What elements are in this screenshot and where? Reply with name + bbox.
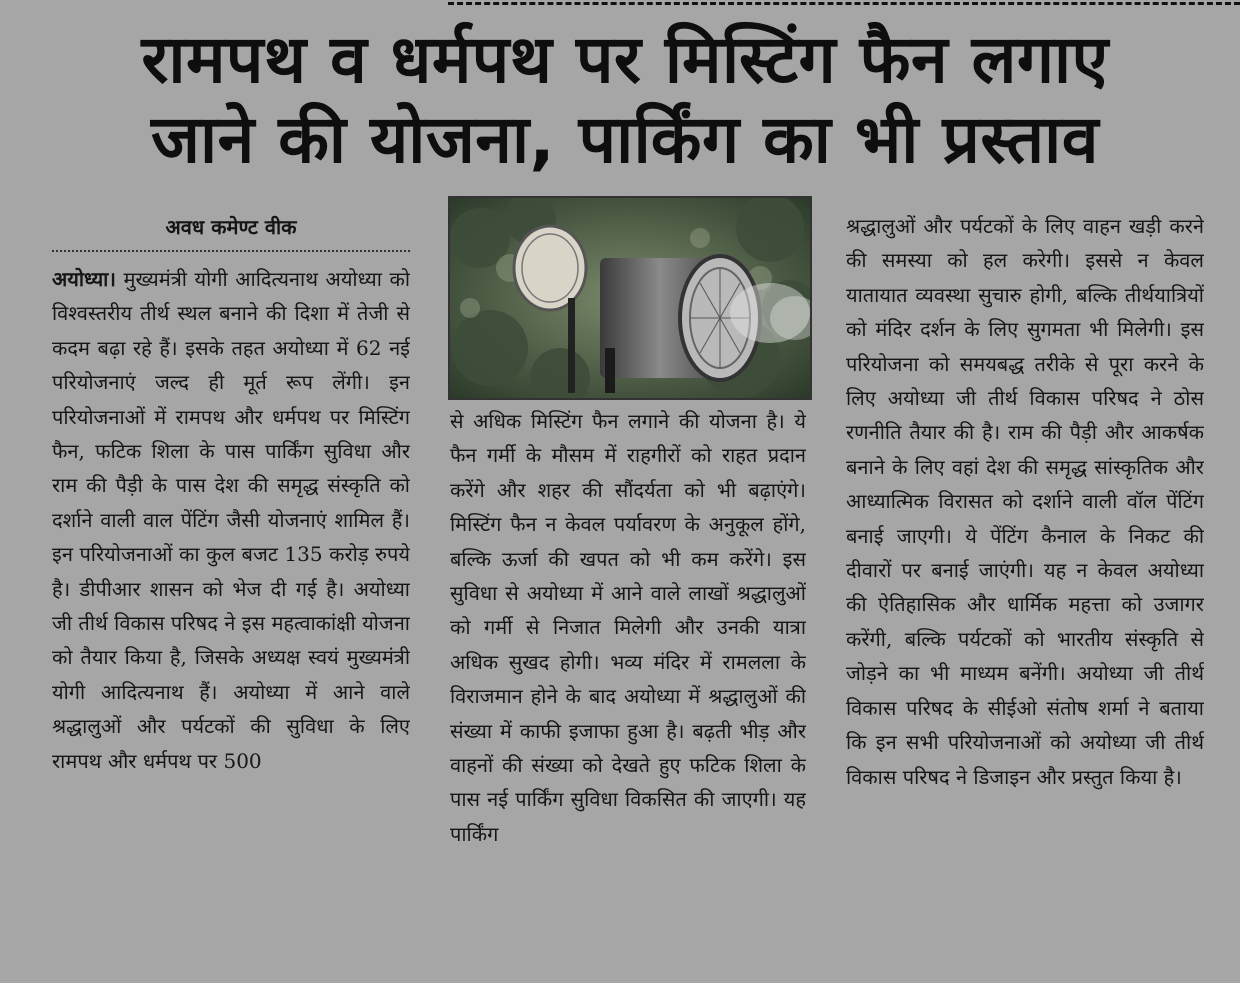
top-dashed-rule bbox=[448, 2, 1240, 5]
misting-fan-photo bbox=[448, 196, 812, 400]
misting-fan-illustration bbox=[450, 198, 810, 398]
article-column-1 bbox=[52, 262, 410, 952]
column-1-text: मुख्यमंत्री योगी आदित्यनाथ अयोध्या को विश्वस्तरीय तीर्थ स्थल बनाने की दिशा में तेजी से कदम बढ़ा रहे हैं। इसके तहत अयोध्या में 62 नई परियोजनाएं जल्द ही मूर्त रूप लेंगी। इन परियोजनाओं में रामपथ और धर्मपथ पर मिस्टिंग फैन, फटिक शिला के पास पार्किंग सुविधा और राम की पैड़ी के पास देश की समृद्ध संस्कृति को दर्शाने वाली वाल पेंटिंग जैसी योजनाएं शामिल हैं। इन परियोजनाओं का कुल बजट 135 करोड़ रुपये है। डीपीआर शासन को भेज दी गई है। अयोध्या जी तीर्थ विकास परिषद ने इस महत्वाकांक्षी योजना को तैयार किया है, जिसके अध्यक्ष स्वयं मुख्यमंत्री योगी आदित्यनाथ हैं। अयोध्या में आने वाले श्रद्धालुओं और पर्यटकों की सुविधा के लिए रामपथ और धर्मपथ पर 500 bbox=[52, 267, 410, 773]
article-column-2 bbox=[450, 404, 806, 954]
column-2-text: से अधिक मिस्टिंग फैन लगाने की योजना है। ये फैन गर्मी के मौसम में राहगीरों को राहत प्रदान करेंगे और शहर की सौंदर्यता को भी बढ़ाएंगे। मिस्टिंग फैन न केवल पर्यावरण के अनुकूल होंगे, बल्कि ऊर्जा की खपत को भी कम करेंगे। इस सुविधा से अयोध्या में आने वाले लाखों श्रद्धालुओं को गर्मी से निजात मिलेगी और उनकी यात्रा अधिक सुखद होगी। भव्य मंदिर में रामलला के विराजमान होने के बाद अयोध्या में श्रद्धालुओं की संख्या में काफी इजाफा हुआ है। बढ़ती भीड़ और वाहनों की संख्या को देखते हुए फटिक शिला के पास नई पार्किंग सुविधा विकसित की जाएगी। यह पार्किंग bbox=[450, 409, 806, 846]
headline-line-2: जाने की योजना, पार्किंग का भी प्रस्ताव bbox=[151, 101, 1099, 178]
article-column-3 bbox=[846, 209, 1204, 969]
headline bbox=[30, 20, 1220, 180]
headline-line-1: रामपथ व धर्मपथ पर मिस्टिंग फैन लगाए bbox=[141, 21, 1109, 98]
dateline: अयोध्या। bbox=[52, 267, 116, 291]
column-3-text: श्रद्धालुओं और पर्यटकों के लिए वाहन खड़ी करने की समस्या को हल करेगी। इससे न केवल यातायात व्यवस्था सुचारु होगी, बल्कि तीर्थयात्रियों को मंदिर दर्शन के लिए सुगमता भी मिलेगी। इस परियोजना को समयबद्ध तरीके से पूरा करने के लिए अयोध्या जी तीर्थ विकास परिषद ने ठोस रणनीति तैयार की है। राम की पैड़ी और आकर्षक बनाने के लिए वहां देश की समृद्ध सांस्कृतिक और आध्यात्मिक विरासत को दर्शाने वाली वॉल पेंटिंग बनाई जाएगी। ये पेंटिंग कैनाल के निकट की दीवारों पर बनाई जाएंगी। यह न केवल अयोध्या की ऐतिहासिक और धार्मिक महत्ता को उजागर करेंगी, बल्कि पर्यटकों को भारतीय संस्कृति से जोड़ने का भी माध्यम बनेंगी। अयोध्या जी तीर्थ विकास परिषद के सीईओ संतोष शर्मा ने बताया कि इन सभी परियोजनाओं को अयोध्या जी तीर्थ विकास परिषद ने डिजाइन और प्रस्तुत किया है। bbox=[846, 214, 1204, 789]
byline: अवध कमेण्ट वीक bbox=[52, 212, 410, 252]
